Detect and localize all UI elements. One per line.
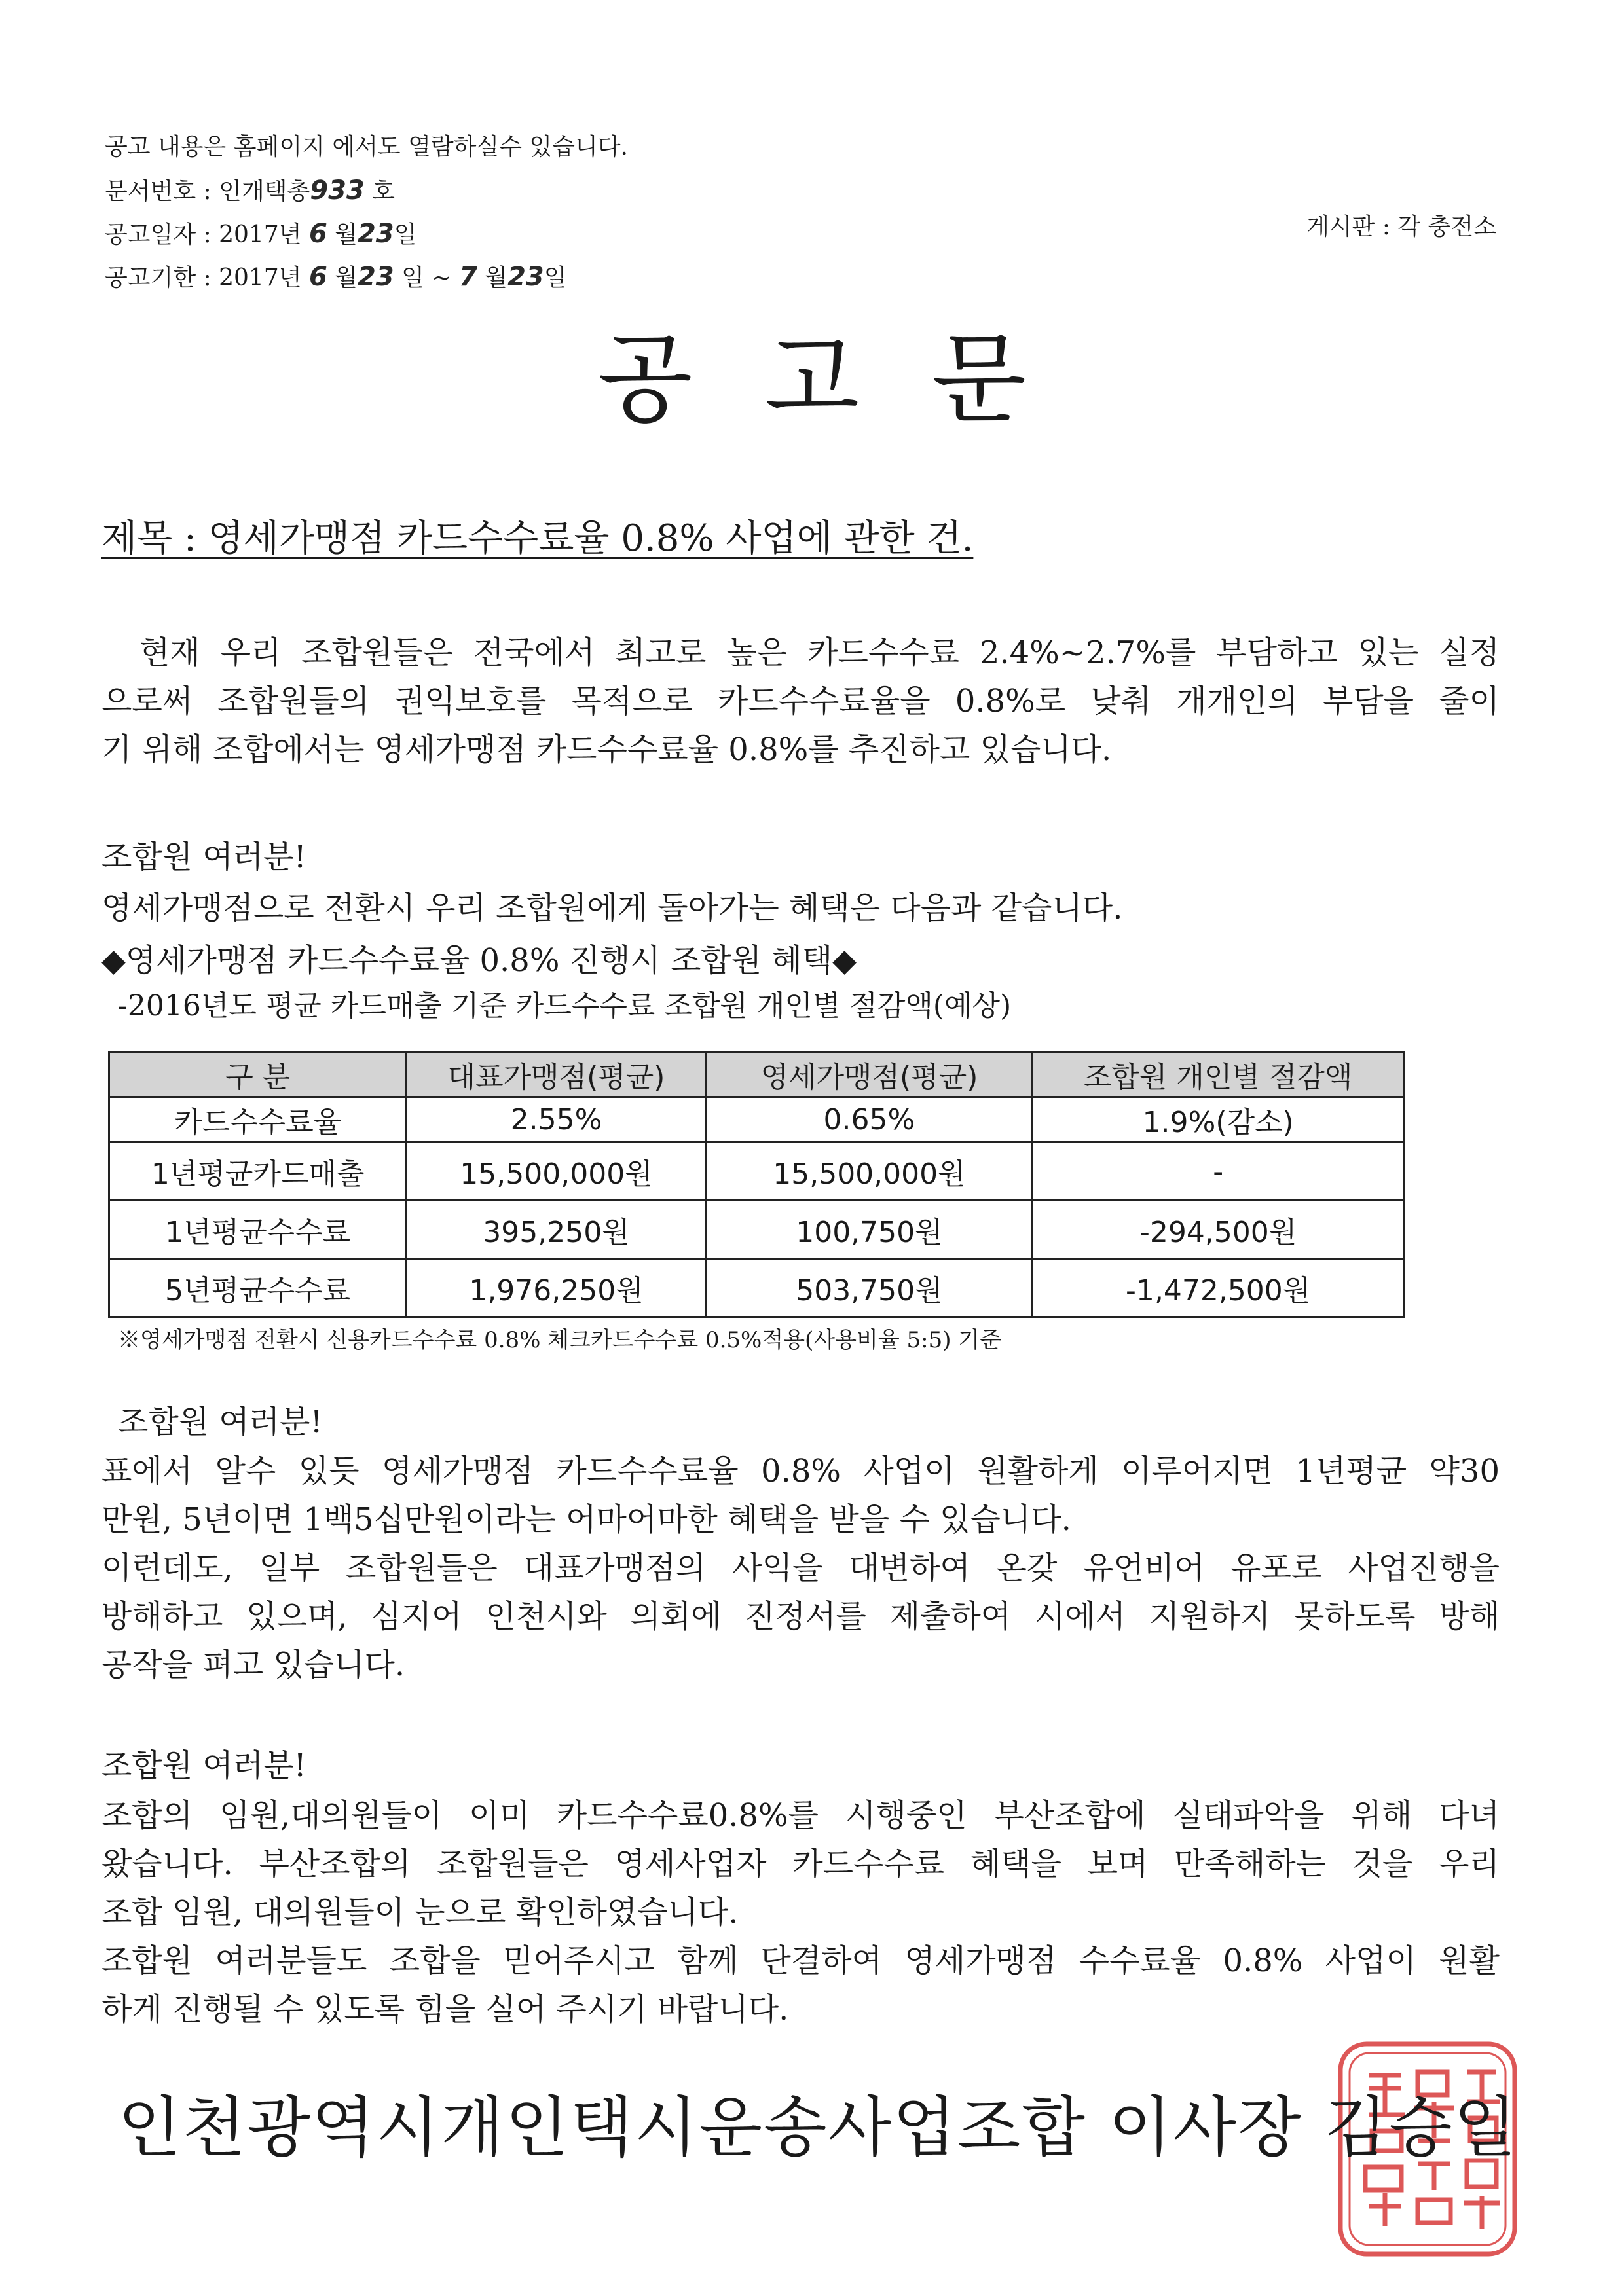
section2-line: 만원, 5년이면 1백5십만원이라는 어마어마한 혜택을 받을 수 있습니다. [101, 1501, 1071, 1538]
notice-period-mid1: 월 [327, 264, 358, 291]
section3-line: 하게 진행될 수 있도록 힘을 실어 주시기 바랍니다. [101, 1991, 789, 2028]
notice-date [105, 217, 417, 251]
table-row [109, 1259, 1404, 1317]
benefit-subtitle: -2016년도 평균 카드매출 기준 카드수수료 조합원 개인별 절감액(예상) [118, 989, 1012, 1023]
subject-line: 제목 : 영세가맹점 카드수수료율 0.8% 사업에 관한 건. [101, 517, 974, 560]
notice-date-label: 공고일자 : 2017년 [105, 221, 309, 248]
table-row [109, 1142, 1404, 1201]
notice-date-day: 23 [358, 219, 394, 249]
bulletin-board: 게시판 : 각 충전소 [1306, 213, 1496, 240]
section2-line: 이런데도, 일부 조합원들은 대표가맹점의 사익을 대변하여 온갖 유언비어 유포로 사업진행을 [101, 1550, 1500, 1586]
table-cell: 5년평균수수료 [109, 1259, 407, 1317]
greeting-3: 조합원 여러분! [101, 1747, 306, 1784]
table-header-cell: 영세가맹점(평균) [706, 1052, 1033, 1097]
table-row [109, 1097, 1404, 1142]
document-number-suffix: 호 [364, 178, 395, 205]
table-cell: -294,500원 [1033, 1201, 1404, 1259]
table-cell: 1,976,250원 [407, 1259, 706, 1317]
section3-line: 조합원 여러분들도 조합을 믿어주시고 함께 단결하여 영세가맹점 수수료율 0.8% 사업이 원활 [101, 1942, 1500, 1979]
table-footnote: ※영세가맹점 전환시 신용카드수수료 0.8% 체크카드수수료 0.5%적용(사용비율 5:5) 기준 [118, 1327, 1001, 1353]
table-cell: - [1033, 1142, 1404, 1201]
table-cell: 1년평균수수료 [109, 1201, 407, 1259]
benefit-title: ◆영세가맹점 카드수수료율 0.8% 진행시 조합원 혜택◆ [101, 942, 857, 979]
table-cell: 0.65% [706, 1097, 1033, 1142]
notice-date-mid: 월 [327, 221, 358, 248]
notice-period-month-start: 6 [308, 262, 327, 292]
greeting-2: 조합원 여러분! [118, 1404, 323, 1440]
section2-line: 공작을 펴고 있습니다. [101, 1647, 405, 1683]
table-cell: 15,500,000원 [706, 1142, 1033, 1201]
notice-period-month-end: 7 [459, 262, 477, 292]
section3-line: 조합 임원, 대의원들이 눈으로 확인하였습니다. [101, 1894, 739, 1931]
table-cell: 카드수수료율 [109, 1097, 407, 1142]
notice-period-suffix: 일 [544, 264, 567, 291]
table-cell: 1.9%(감소) [1033, 1097, 1404, 1142]
document-number-label: 문서번호 : 인개택총 [105, 178, 310, 205]
greeting-1: 조합원 여러분! [101, 839, 306, 875]
table-row [109, 1201, 1404, 1259]
section3-line: 왔습니다. 부산조합의 조합원들은 영세사업자 카드수수료 혜택을 보며 만족해하는 것을 우리 [101, 1846, 1500, 1882]
table-cell: 395,250원 [407, 1201, 706, 1259]
homepage-notice: 공고 내용은 홈페이지 에서도 열람하실수 있습니다. [105, 134, 628, 160]
table-cell: 15,500,000원 [407, 1142, 706, 1201]
intro-paragraph [101, 629, 1500, 774]
table-header-cell: 조합원 개인별 절감액 [1033, 1052, 1404, 1097]
table-header-row [109, 1052, 1404, 1097]
page-title: 공고문 [597, 323, 1099, 437]
section3-paragraph [101, 1791, 1500, 2033]
notice-period-mid3: 월 [477, 264, 508, 291]
intro-line: 으로써 조합원들의 권익보호를 목적으로 카드수수료율을 0.8%로 낮춰 개개인의 부담을 줄이 [101, 683, 1500, 720]
issuer-signature: 인천광역시개인택시운송사업조합 이사장 김승일 [118, 2089, 1519, 2166]
notice-date-month: 6 [308, 219, 327, 249]
section3-line: 조합의 임원,대의원들이 이미 카드수수료0.8%를 시행중인 부산조합에 실태파악을 위해 다녀 [101, 1797, 1500, 1834]
notice-date-suffix: 일 [394, 221, 417, 248]
table-cell: 2.55% [407, 1097, 706, 1142]
document-number [105, 174, 395, 208]
notice-period-label: 공고기한 : 2017년 [105, 264, 309, 291]
notice-period-mid2: 일 ~ [394, 264, 459, 291]
fee-comparison-table [108, 1051, 1405, 1318]
intro-line: 기 위해 조합에서는 영세가맹점 카드수수료율 0.8%를 추진하고 있습니다. [101, 731, 1112, 768]
intro-line: 현재 우리 조합원들은 전국에서 최고로 높은 카드수수료 2.4%~2.7%를 부담하고 있는 실정 [139, 634, 1500, 671]
benefit-intro-line: 영세가맹점으로 전환시 우리 조합원에게 돌아가는 혜택은 다음과 같습니다. [101, 890, 1123, 926]
table-cell: -1,472,500원 [1033, 1259, 1404, 1317]
table-cell: 100,750원 [706, 1201, 1033, 1259]
table-header-cell: 구 분 [109, 1052, 407, 1097]
section2-line: 방해하고 있으며, 심지어 인천시와 의회에 진정서를 제출하여 시에서 지원하지 못하도록 방해 [101, 1598, 1500, 1635]
notice-period-day-start: 23 [358, 262, 394, 292]
section2-paragraph [101, 1447, 1500, 1689]
notice-period [105, 261, 567, 295]
document-number-handwritten: 933 [310, 175, 365, 206]
table-cell: 1년평균카드매출 [109, 1142, 407, 1201]
table-header-cell: 대표가맹점(평균) [407, 1052, 706, 1097]
section2-line: 표에서 알수 있듯 영세가맹점 카드수수료율 0.8% 사업이 원활하게 이루어지면 1년평균 약30 [101, 1453, 1500, 1489]
table-cell: 503,750원 [706, 1259, 1033, 1317]
notice-period-day-end: 23 [507, 262, 544, 292]
